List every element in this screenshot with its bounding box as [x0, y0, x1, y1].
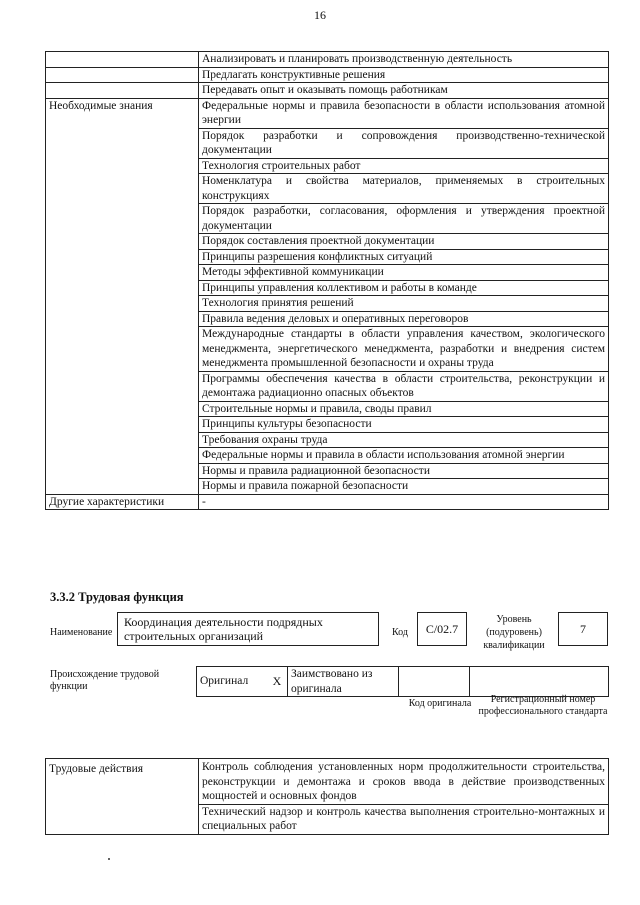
- table-row: [46, 494, 609, 510]
- table-cell: Федеральные нормы и правила безопасности в области использования атомной энергии: [199, 98, 609, 128]
- origin-label: Происхождение трудовой функции: [50, 669, 160, 692]
- table-row: [46, 83, 609, 99]
- code-original-cell: [399, 667, 470, 697]
- original-label: Оригинал: [197, 667, 268, 697]
- table-cell: Технический надзор и контроль качества выполнения строительно-монтажных и специальных работ: [199, 804, 609, 834]
- table-cell: Предлагать конструктивные решения: [199, 67, 609, 83]
- table-cell: Технология принятия решений: [199, 296, 609, 312]
- other-characteristics-label: Другие характеристики: [46, 494, 199, 510]
- scan-speck: [108, 858, 110, 860]
- borrowed-label: Заимствовано из оригинала: [288, 667, 399, 697]
- table-cell: Порядок разработки и сопровождения производственно-технической документации: [199, 128, 609, 158]
- section-title: 3.3.2 Трудовая функция: [50, 590, 184, 604]
- knowledge-label: Необходимые знания: [46, 98, 199, 494]
- table-row: [46, 67, 609, 83]
- table-row: [46, 98, 609, 128]
- table-cell: Правила ведения деловых и оперативных переговоров: [199, 311, 609, 327]
- table-cell: Строительные нормы и правила, своды правил: [199, 401, 609, 417]
- table-cell: Принципы управления коллективом и работы в команде: [199, 280, 609, 296]
- function-name: Координация деятельности подрядных строительных организаций: [117, 612, 379, 646]
- table-cell: Методы эффективной коммуникации: [199, 265, 609, 281]
- other-characteristics-value: -: [199, 494, 609, 510]
- table-cell: Порядок разработки, согласования, оформления и утверждения проектной документации: [199, 204, 609, 234]
- table-cell: Контроль соблюдения установленных норм продолжительности строительства, реконструкции и демонтажа и сроков ввода в действие производственных мощностей и основных фондов: [199, 759, 609, 805]
- function-code: C/02.7: [417, 612, 467, 646]
- work-actions-label: Трудовые действия: [46, 759, 199, 835]
- table-cell: Анализировать и планировать производственную деятельность: [199, 52, 609, 68]
- table-cell: Нормы и правила радиационной безопасности: [199, 463, 609, 479]
- table-cell: Принципы разрешения конфликтных ситуаций: [199, 249, 609, 265]
- original-mark: X: [267, 667, 288, 697]
- reg-number-label: Регистрационный номер профессионального стандарта: [478, 694, 608, 717]
- name-label: Наименование: [50, 627, 113, 638]
- table-row: [46, 52, 609, 68]
- empty-label-cell: [46, 83, 199, 99]
- table-row: [46, 759, 609, 805]
- knowledge-table: [45, 51, 609, 510]
- level-label: Уровень (подуровень) квалификации: [483, 614, 545, 651]
- level-value: 7: [558, 612, 608, 646]
- table-cell: Международные стандарты в области управления качеством, экологического менеджмента, энергетического менеджмента, разработки и внедрения систем менеджмента промышленной безопасности и охраны труда: [199, 327, 609, 372]
- table-cell: Передавать опыт и оказывать помощь работникам: [199, 83, 609, 99]
- table-cell: Федеральные нормы и правила в области использования атомной энергии: [199, 448, 609, 464]
- empty-label-cell: [46, 52, 199, 68]
- code-label: Код: [392, 627, 408, 638]
- table-cell: Требования охраны труда: [199, 432, 609, 448]
- code-original-label: Код оригинала: [408, 698, 472, 709]
- reg-number-cell: [470, 667, 609, 697]
- origin-table: [196, 666, 609, 697]
- table-cell: Номенклатура и свойства материалов, применяемых в строительных конструкциях: [199, 174, 609, 204]
- page-number: 16: [314, 8, 326, 22]
- table-cell: Программы обеспечения качества в области строительства, реконструкции и демонтажа радиационно опасных объектов: [199, 371, 609, 401]
- table-cell: Порядок составления проектной документации: [199, 234, 609, 250]
- table-cell: Технология строительных работ: [199, 158, 609, 174]
- empty-label-cell: [46, 67, 199, 83]
- table-cell: Принципы культуры безопасности: [199, 417, 609, 433]
- work-actions-table: [45, 758, 609, 835]
- table-row: [197, 667, 609, 697]
- table-cell: Нормы и правила пожарной безопасности: [199, 479, 609, 495]
